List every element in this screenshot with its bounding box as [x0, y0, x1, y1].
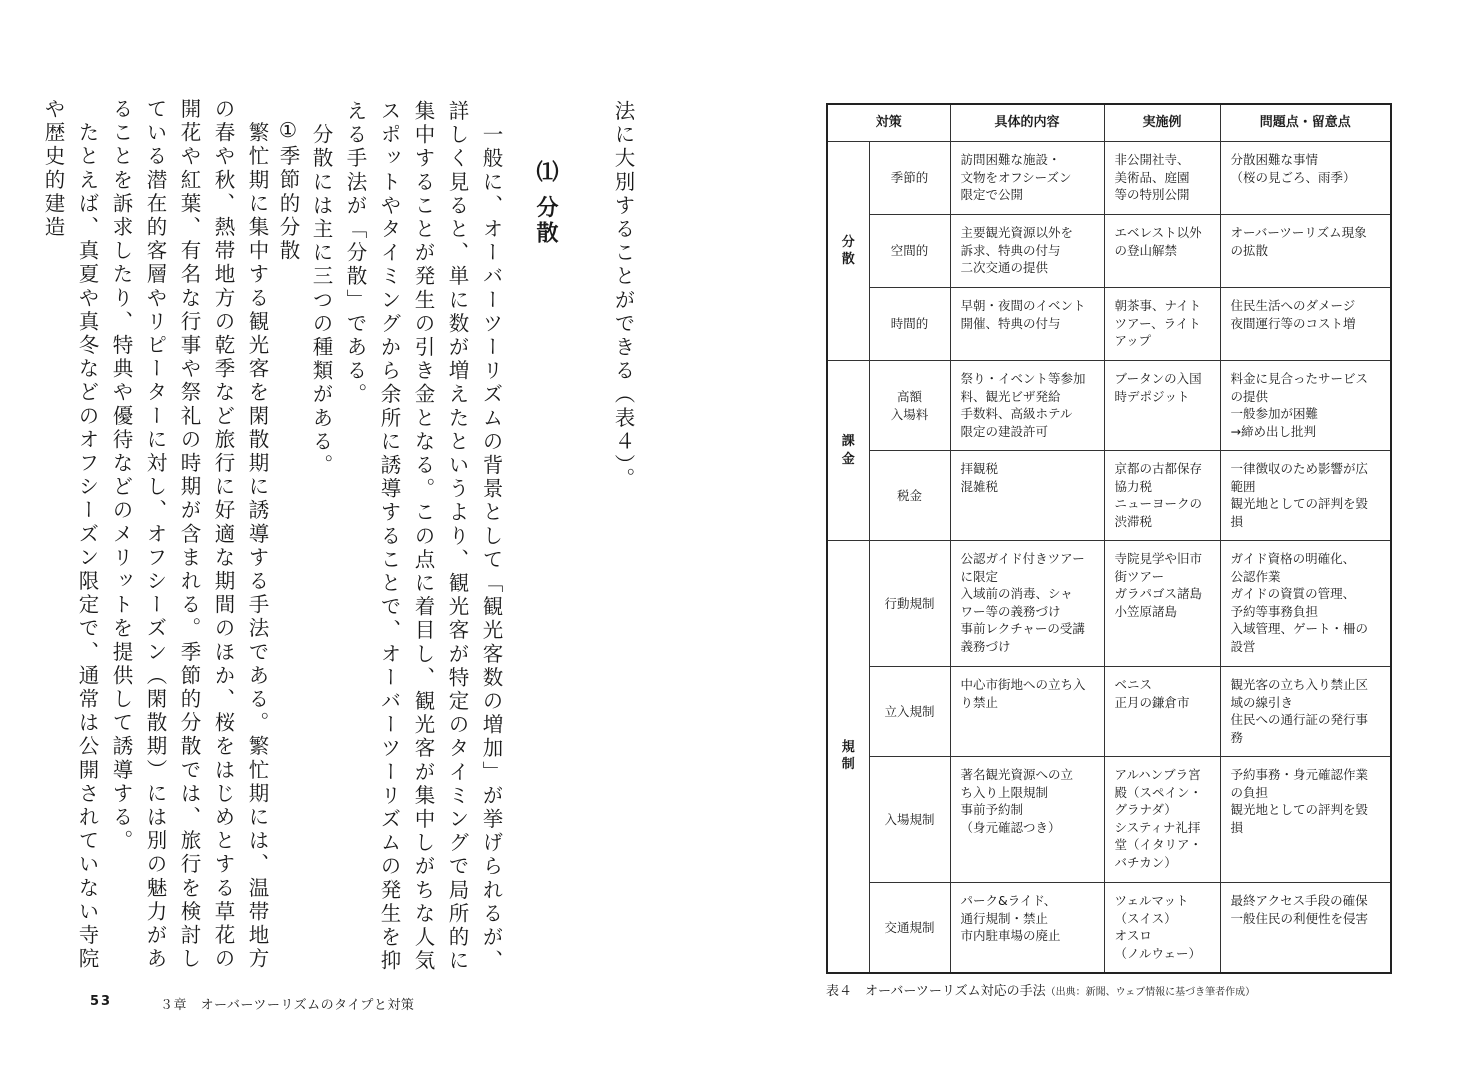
content-line: 混雑税	[960, 478, 999, 494]
content-line: 料、観光ビザ発給	[960, 388, 1061, 404]
body-text-continuation: 法に大別することができる（表４）。	[611, 100, 635, 491]
issues-line: ガイド資格の明確化、	[1230, 551, 1356, 566]
caption-main: 表４ オーバーツーリズム対応の手法	[826, 984, 1046, 999]
examples-line: ニューヨークの	[1114, 496, 1203, 511]
issues-line: 一律徴収のため影響が広	[1230, 461, 1369, 476]
content-line: 訪問困難な施設・	[960, 152, 1061, 167]
issues-line: の負担	[1230, 784, 1269, 800]
examples-line: ツェルマット	[1114, 893, 1189, 908]
table-row	[827, 451, 1391, 541]
category-char: 課	[841, 434, 855, 449]
content-line: 通行規制・禁止	[960, 910, 1049, 926]
subcategory-cell	[869, 541, 950, 667]
measures-table-wrapper	[826, 103, 1392, 974]
category-char: 規	[841, 739, 855, 755]
content-line: 限定の建設許可	[960, 423, 1049, 439]
examples-line: 朝茶事、ナイト	[1114, 298, 1202, 313]
content-line: に限定	[960, 568, 999, 584]
content-cell	[950, 883, 1104, 973]
examples-line: エベレスト以外	[1114, 225, 1202, 240]
table-row	[827, 215, 1391, 288]
examples-cell	[1104, 541, 1220, 667]
content-line: 訴求、特典の付与	[960, 242, 1061, 258]
table-row	[827, 883, 1391, 973]
content-line: 入域前の消毒、シャ	[960, 586, 1073, 601]
issues-line: 最終アクセス手段の確保	[1230, 893, 1368, 908]
issues-line: 住民生活へのダメージ	[1230, 298, 1356, 313]
issues-cell	[1220, 667, 1391, 757]
subcategory-cell	[869, 361, 950, 451]
issues-line: 一般住民の利便性を侵害	[1230, 910, 1369, 926]
examples-line: 等の特別公開	[1114, 187, 1190, 202]
issues-line: 域の線引き	[1230, 694, 1294, 710]
subcategory-line: 高額	[897, 389, 923, 404]
subcategory-cell	[869, 215, 950, 288]
issues-cell	[1220, 541, 1391, 667]
issues-line: 夜間運行等のコスト増	[1230, 315, 1356, 331]
subcategory-line: 入場料	[890, 406, 929, 422]
issues-cell	[1220, 288, 1391, 361]
examples-cell	[1104, 451, 1220, 541]
issues-line: 範囲	[1230, 478, 1256, 494]
content-line: （身元確認つき）	[960, 819, 1061, 835]
subcategory-line: 時間的	[890, 316, 929, 332]
header-examples: 実施例	[1104, 104, 1220, 142]
table-row	[827, 361, 1391, 451]
examples-line: バチカン）	[1114, 854, 1177, 870]
issues-cell	[1220, 361, 1391, 451]
table-row	[827, 288, 1391, 361]
category-char: 制	[841, 757, 855, 773]
content-line: 義務づけ	[960, 638, 1011, 654]
issues-line: オーバーツーリズム現象	[1230, 225, 1367, 240]
examples-line: アップ	[1114, 333, 1152, 348]
issues-line: 設営	[1230, 638, 1256, 654]
subcategory-line: 立入規制	[884, 703, 935, 719]
issues-line: 一般参加が困難	[1230, 406, 1319, 421]
examples-line: の登山解禁	[1114, 242, 1178, 258]
content-line: 主要観光資源以外を	[960, 225, 1074, 240]
examples-cell	[1104, 757, 1220, 883]
table-caption	[826, 980, 1255, 999]
subcategory-cell	[869, 883, 950, 973]
category-char: 金	[841, 451, 855, 467]
issues-line: 料金に見合ったサービス	[1230, 371, 1369, 386]
issues-line: 損	[1230, 513, 1244, 529]
subcategory-line: 行動規制	[884, 595, 935, 611]
examples-cell	[1104, 667, 1220, 757]
issues-line: 観光地としての評判を毀	[1230, 802, 1369, 817]
content-line: 文物をオフシーズン	[960, 169, 1072, 185]
content-cell	[950, 288, 1104, 361]
examples-cell	[1104, 288, 1220, 361]
category-cell	[827, 142, 869, 361]
content-line: 公認ガイド付きツアー	[960, 551, 1085, 566]
issues-cell	[1220, 451, 1391, 541]
content-line: 拝観税	[960, 461, 999, 476]
issues-line: ガイドの資質の管理、	[1230, 586, 1356, 601]
examples-cell	[1104, 142, 1220, 215]
content-line: パーク&ライド、	[960, 893, 1057, 908]
issues-cell	[1220, 757, 1391, 883]
subsection-heading: ①季節的分散	[276, 118, 300, 264]
examples-line: 寺院見学や旧市	[1114, 551, 1203, 566]
section-heading: ⑴ 分散	[533, 160, 558, 247]
examples-line: システィナ礼拝	[1114, 819, 1201, 835]
subcategory-line: 空間的	[890, 243, 929, 259]
issues-cell	[1220, 883, 1391, 973]
subcategory-cell	[869, 451, 950, 541]
content-line: ち入り上限規制	[960, 784, 1049, 800]
issues-line: 観光客の立ち入り禁止区	[1230, 677, 1369, 692]
issues-cell	[1220, 215, 1391, 288]
subcategory-cell	[869, 142, 950, 215]
subcategory-cell	[869, 667, 950, 757]
issues-line: 公認作業	[1230, 568, 1281, 584]
examples-line: 街ツアー	[1114, 568, 1165, 584]
examples-line: ガラパゴス諸島	[1114, 586, 1203, 601]
content-line: ワー等の義務づけ	[960, 603, 1061, 619]
content-cell	[950, 757, 1104, 883]
content-cell	[950, 361, 1104, 451]
content-line: 早朝・夜間のイベント	[960, 298, 1086, 313]
examples-cell	[1104, 883, 1220, 973]
content-line: り禁止	[960, 694, 999, 710]
header-measure: 対策	[827, 104, 950, 142]
issues-line: 入域管理、ゲート・柵の	[1230, 621, 1369, 636]
examples-line: 美術品、庭園	[1114, 169, 1190, 185]
examples-line: 小笠原諸島	[1114, 603, 1178, 619]
examples-line: 非公開社寺、	[1114, 152, 1190, 167]
running-head: ３章 オーバーツーリズムのタイプと対策	[160, 998, 415, 1013]
category-cell	[827, 361, 869, 541]
issues-line: 分散困難な事情	[1230, 152, 1319, 167]
content-line: 市内駐車場の廃止	[960, 928, 1061, 943]
examples-line: 協力税	[1114, 478, 1153, 494]
table-row	[827, 142, 1391, 215]
issues-line: 観光地としての評判を毀	[1230, 496, 1369, 511]
examples-line: 正月の鎌倉市	[1114, 694, 1190, 710]
examples-line: アルハンブラ宮	[1114, 767, 1201, 782]
examples-line: 京都の古都保存	[1114, 461, 1203, 476]
content-line: 開催、特典の付与	[960, 315, 1061, 331]
issues-line: 損	[1230, 819, 1244, 835]
content-cell	[950, 215, 1104, 288]
examples-line: ベニス	[1114, 677, 1153, 692]
seasonal-paragraph: 繁忙期に集中する観光客を閑散期に誘導する手法である。繁忙期には、温帯地方の春や秋、熱帯地方の乾季など旅行に好適な期間のほか、桜をはじめとする草花の開花や紅葉、有名な行事や祭礼の時期が含まれる。季節的分散では、旅行を検討している潜在的客層やリピーターに対し、オフシーズン（閑散期）には別の魅力があることを訴求したり、特典や優待などのメリットを提供して誘導する。 たとえば、真夏や真冬などのオフシーズン限定で、通常は公開されていない寺院や歴史的建造	[41, 98, 269, 972]
table-header-row	[827, 104, 1391, 142]
page-number: 53	[90, 994, 113, 1009]
issues-line: （桜の見ごろ、雨季）	[1230, 169, 1356, 185]
content-line: 二次交通の提供	[960, 260, 1049, 275]
examples-line: オスロ	[1114, 928, 1152, 943]
content-line: 著名観光資源への立	[960, 767, 1074, 782]
header-content: 具体的内容	[950, 104, 1104, 142]
examples-line: ツアー、ライト	[1114, 315, 1201, 331]
subcategory-line: 季節的	[890, 170, 929, 186]
examples-line: （スイス）	[1114, 910, 1177, 926]
caption-source: （出典：新聞、ウェブ情報に基づき筆者作成）	[1045, 987, 1256, 998]
subcategory-cell	[869, 757, 950, 883]
content-line: 祭り・イベント等参加	[960, 371, 1086, 386]
examples-cell	[1104, 215, 1220, 288]
examples-line: 堂（イタリア・	[1114, 837, 1203, 852]
content-line: 事前レクチャーの受講	[960, 621, 1085, 636]
examples-line: 時デポジット	[1114, 388, 1190, 404]
content-cell	[950, 142, 1104, 215]
examples-line: 渋滞税	[1114, 513, 1153, 529]
content-line: 限定で公開	[960, 187, 1024, 202]
subcategory-cell	[869, 288, 950, 361]
issues-line: 住民への通行証の発行事	[1230, 712, 1369, 727]
content-cell	[950, 541, 1104, 667]
category-char: 分	[841, 234, 855, 250]
table-body	[827, 142, 1391, 973]
examples-line: グラナダ）	[1114, 802, 1177, 817]
content-line: 手数料、高級ホテル	[960, 406, 1073, 421]
content-cell	[950, 451, 1104, 541]
subcategory-line: 交通規制	[884, 919, 935, 935]
subcategory-line: 税金	[897, 487, 923, 503]
issues-line: の拡散	[1230, 242, 1269, 258]
measures-table	[826, 103, 1392, 974]
issues-line: 予約事務・身元確認作業	[1230, 767, 1369, 782]
table-row	[827, 541, 1391, 667]
header-issues: 問題点・留意点	[1220, 104, 1391, 142]
examples-cell	[1104, 361, 1220, 451]
issues-line: 予約等事務負担	[1230, 603, 1319, 619]
examples-line: ブータンの入国	[1114, 371, 1202, 386]
intro-paragraph: 一般に、オーバーツーリズムの背景として「観光客数の増加」が挙げられるが、詳しく見ると、単に数が増えたというより、観光客が特定のタイミングで局所的に集中することが発生の引き金となる。この点に着目し、観光客が集中しがちな人気スポットやタイミングから余所に誘導することで、オーバーツーリズムの発生を抑える手法が「分散」である。 分散には主に三つの種類がある。	[309, 100, 503, 974]
issues-line: の提供	[1230, 388, 1269, 404]
issues-line: 務	[1230, 729, 1244, 745]
table-row	[827, 757, 1391, 883]
subcategory-line: 入場規制	[884, 811, 935, 827]
category-char: 散	[841, 252, 855, 267]
category-cell	[827, 541, 869, 973]
examples-line: 殿（スペイン・	[1114, 784, 1203, 800]
content-line: 中心市街地への立ち入	[960, 677, 1086, 692]
examples-line: （ノルウェー）	[1114, 945, 1202, 961]
table-row	[827, 667, 1391, 757]
content-cell	[950, 667, 1104, 757]
issues-cell	[1220, 142, 1391, 215]
content-line: 事前予約制	[960, 802, 1024, 817]
issues-line: →締め出し批判	[1230, 423, 1316, 439]
